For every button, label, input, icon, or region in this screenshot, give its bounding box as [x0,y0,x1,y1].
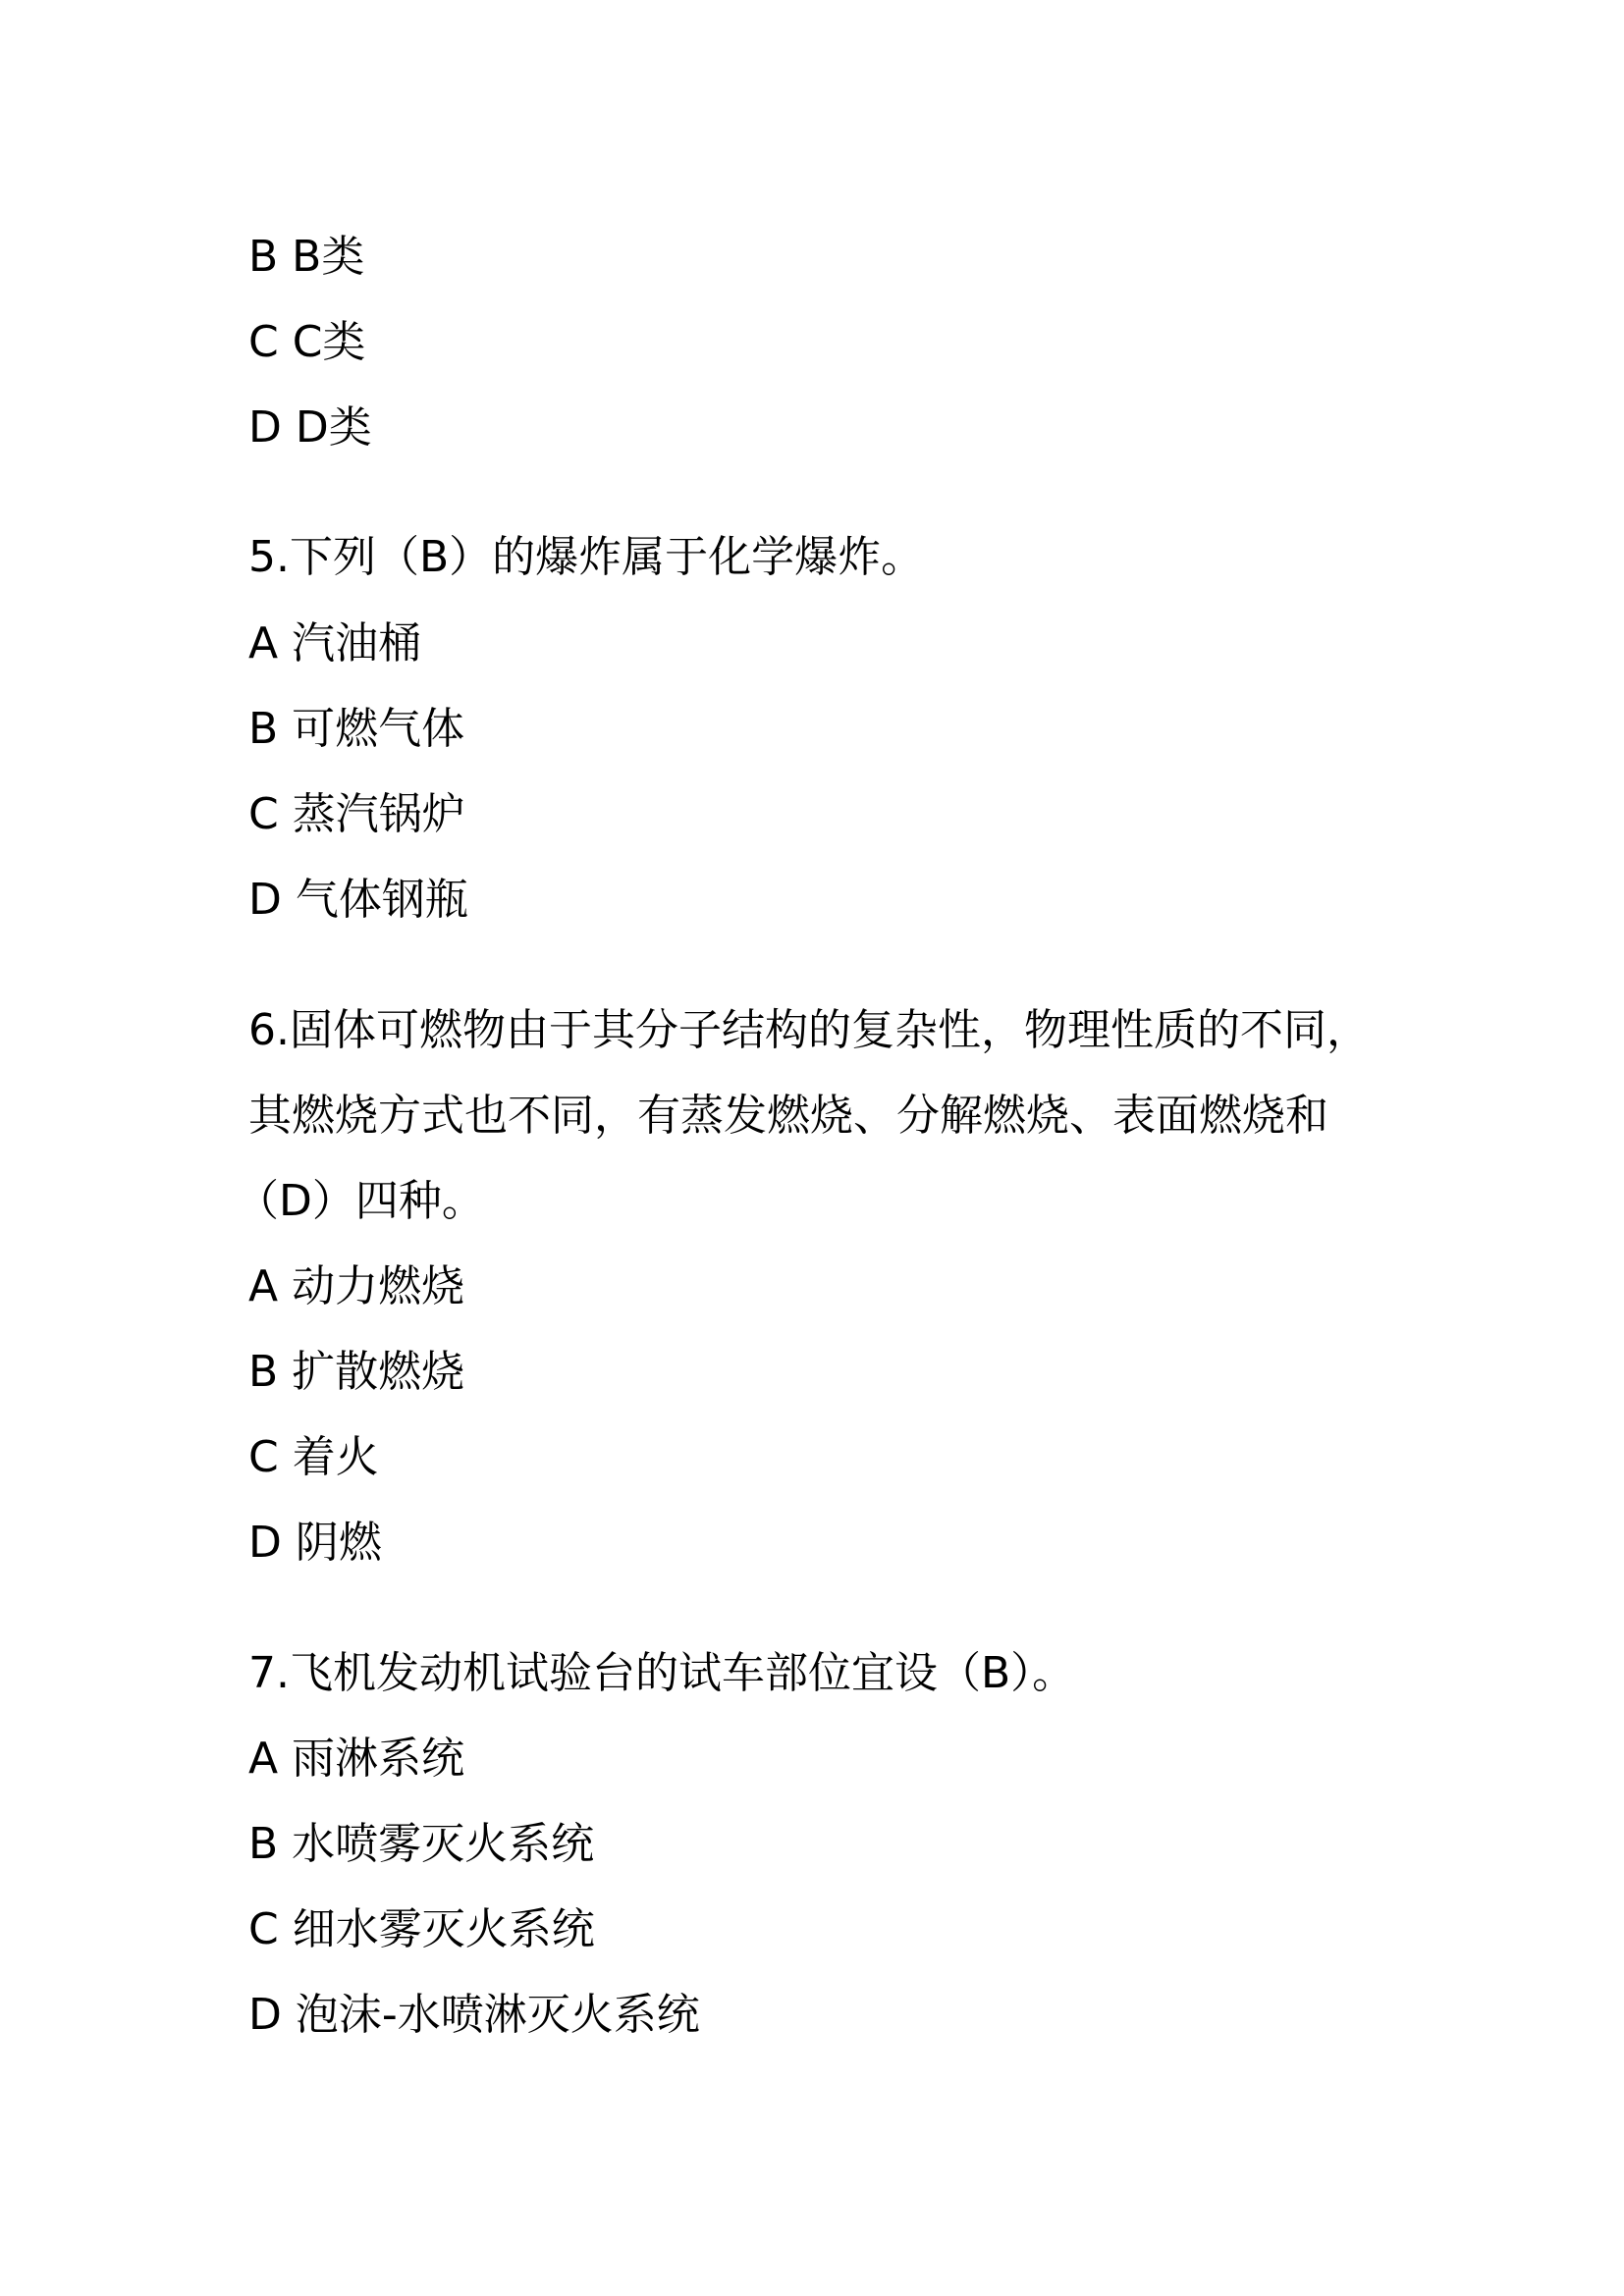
q4-option-b: B B类 [248,232,365,282]
q5-stem: 5.下列（B）的爆炸属于化学爆炸。 [248,532,925,582]
q6-stem-line-2: 其燃烧方式也不同，有蒸发燃烧、分解燃烧、表面燃烧和 [248,1091,1328,1141]
q5-option-c: C 蒸汽锅炉 [248,789,465,839]
q7-option-d: D 泡沫-水喷淋灭火系统 [248,1990,700,2040]
q6-option-c: C 着火 [248,1432,379,1482]
q5-option-b: B 可燃气体 [248,704,465,754]
q6-option-d: D 阴燃 [248,1518,382,1568]
q5-option-a: A 汽油桶 [248,618,422,668]
q5-option-d: D 气体钢瓶 [248,875,468,925]
q6-option-b: B 扩散燃烧 [248,1347,465,1397]
q6-stem-line-1: 6.固体可燃物由于其分子结构的复杂性，物理性质的不同， [248,1005,1370,1055]
q4-option-c: C C类 [248,317,366,367]
q7-option-c: C 细水雾灭火系统 [248,1904,595,1954]
q7-option-b: B 水喷雾灭火系统 [248,1819,595,1869]
q6-option-a: A 动力燃烧 [248,1261,465,1311]
q7-stem: 7.飞机发动机试验台的试车部位宜设（B）。 [248,1648,1076,1698]
q7-option-a: A 雨淋系统 [248,1734,465,1784]
q6-stem-line-3: （D）四种。 [236,1176,485,1226]
q4-option-d: D D类 [248,402,372,453]
